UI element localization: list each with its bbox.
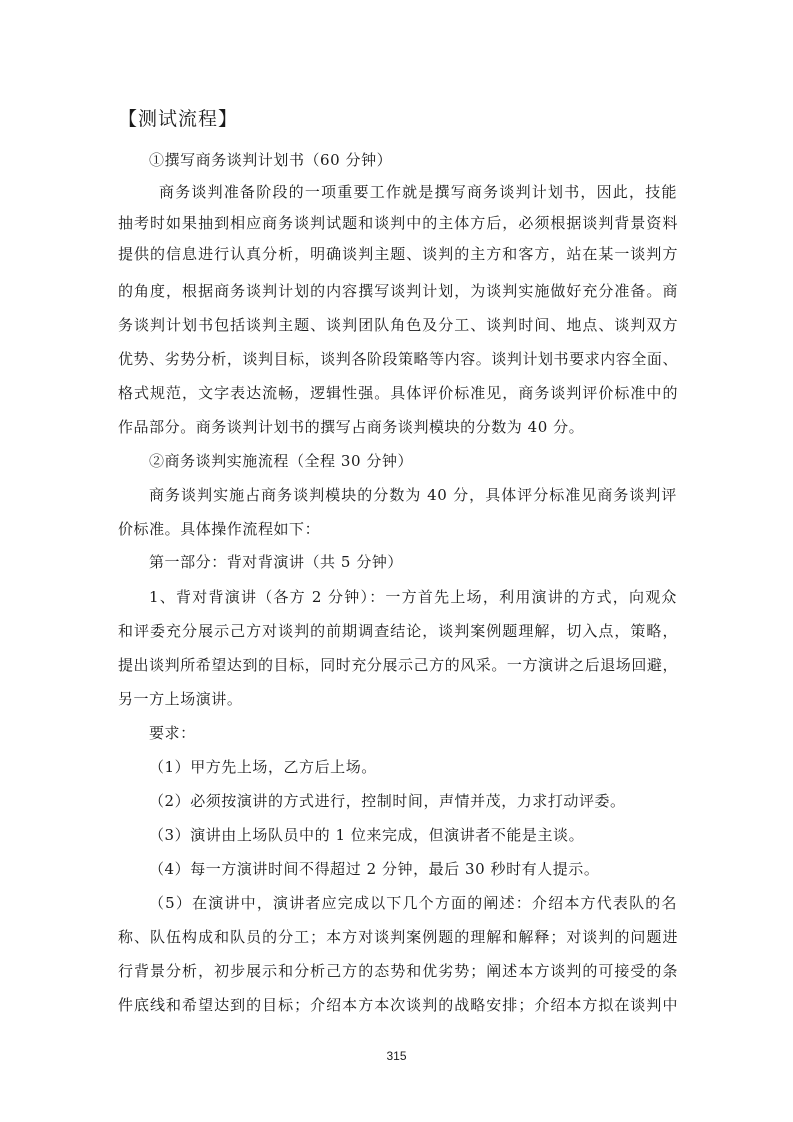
part1-heading: 第一部分：背对背演讲（共 5 分钟） [149,553,403,571]
step1-line-6: 优势、劣势分析，谈判目标，谈判各阶段策略等内容。谈判计划书要求内容全面、 [118,350,678,368]
item1-line-1: 1、背对背演讲（各方 2 分钟）：一方首先上场，利用演讲的方式，向观众 [149,588,677,606]
step1-line-7: 格式规范，文字表达流畅，逻辑性强。具体评价标准见，商务谈判评价标准中的 [118,384,678,402]
item1-line-3: 提出谈判所希望达到的目标，同时充分展示己方的风采。一方演讲之后退场回避， [118,656,678,674]
requirement-5-line-4: 件底线和希望达到的目标；介绍本方本次谈判的战略安排；介绍本方拟在谈判中 [118,996,678,1014]
requirement-2: （2）必须按演讲的方式进行，控制时间，声情并茂，力求打动评委。 [149,792,626,810]
step1-line-3: 提供的信息进行认真分析，明确谈判主题、谈判的主方和客方，站在某一谈判方 [118,245,678,263]
step2-heading: ②商务谈判实施流程（全程 30 分钟） [149,452,414,470]
step1-line-8: 作品部分。商务谈判计划书的撰写占商务谈判模块的分数为 40 分。 [118,418,585,436]
requirement-5-line-2: 称、队伍构成和队员的分工；本方对谈判案例题的理解和解释；对谈判的问题进 [118,928,678,946]
requirements-label: 要求： [149,724,196,742]
page-number: 315 [386,1049,407,1063]
step1-line-1: 商务谈判准备阶段的一项重要工作就是撰写商务谈判计划书，因此，技能 [159,183,677,201]
step1-line-5: 务谈判计划书包括谈判主题、谈判团队角色及分工、谈判时间、地点、谈判双方 [118,316,678,334]
item1-line-2: 和评委充分展示己方对谈判的前期调查结论，谈判案例题理解，切入点，策略， [118,622,678,640]
requirement-3: （3）演讲由上场队员中的 1 位来完成，但演讲者不能是主谈。 [149,826,585,844]
item1-line-4: 另一方上场演讲。 [118,690,243,708]
requirement-1: （1）甲方先上场，乙方后上场。 [149,758,377,776]
step2-line-1: 商务谈判实施占商务谈判模块的分数为 40 分，具体评分标准见商务谈判评 [149,486,677,504]
section-title: 【测试流程】 [118,108,239,130]
step2-line-2: 价标准。具体操作流程如下： [118,520,321,538]
requirement-4: （4）每一方演讲时间不得超过 2 分钟，最后 30 秒时有人提示。 [149,860,600,878]
step1-line-2: 抽考时如果抽到相应商务谈判试题和谈判中的主体方后，必须根据谈判背景资料 [118,214,678,232]
step1-line-4: 的角度，根据商务谈判计划的内容撰写谈判计划，为谈判实施做好充分准备。商 [118,282,678,300]
requirement-5-line-1: （5）在演讲中，演讲者应完成以下几个方面的阐述：介绍本方代表队的名 [149,894,677,912]
requirement-5-line-3: 行背景分析，初步展示和分析己方的态势和优劣势；阐述本方谈判的可接受的条 [118,962,678,980]
step1-heading: ①撰写商务谈判计划书（60 分钟） [149,151,393,169]
